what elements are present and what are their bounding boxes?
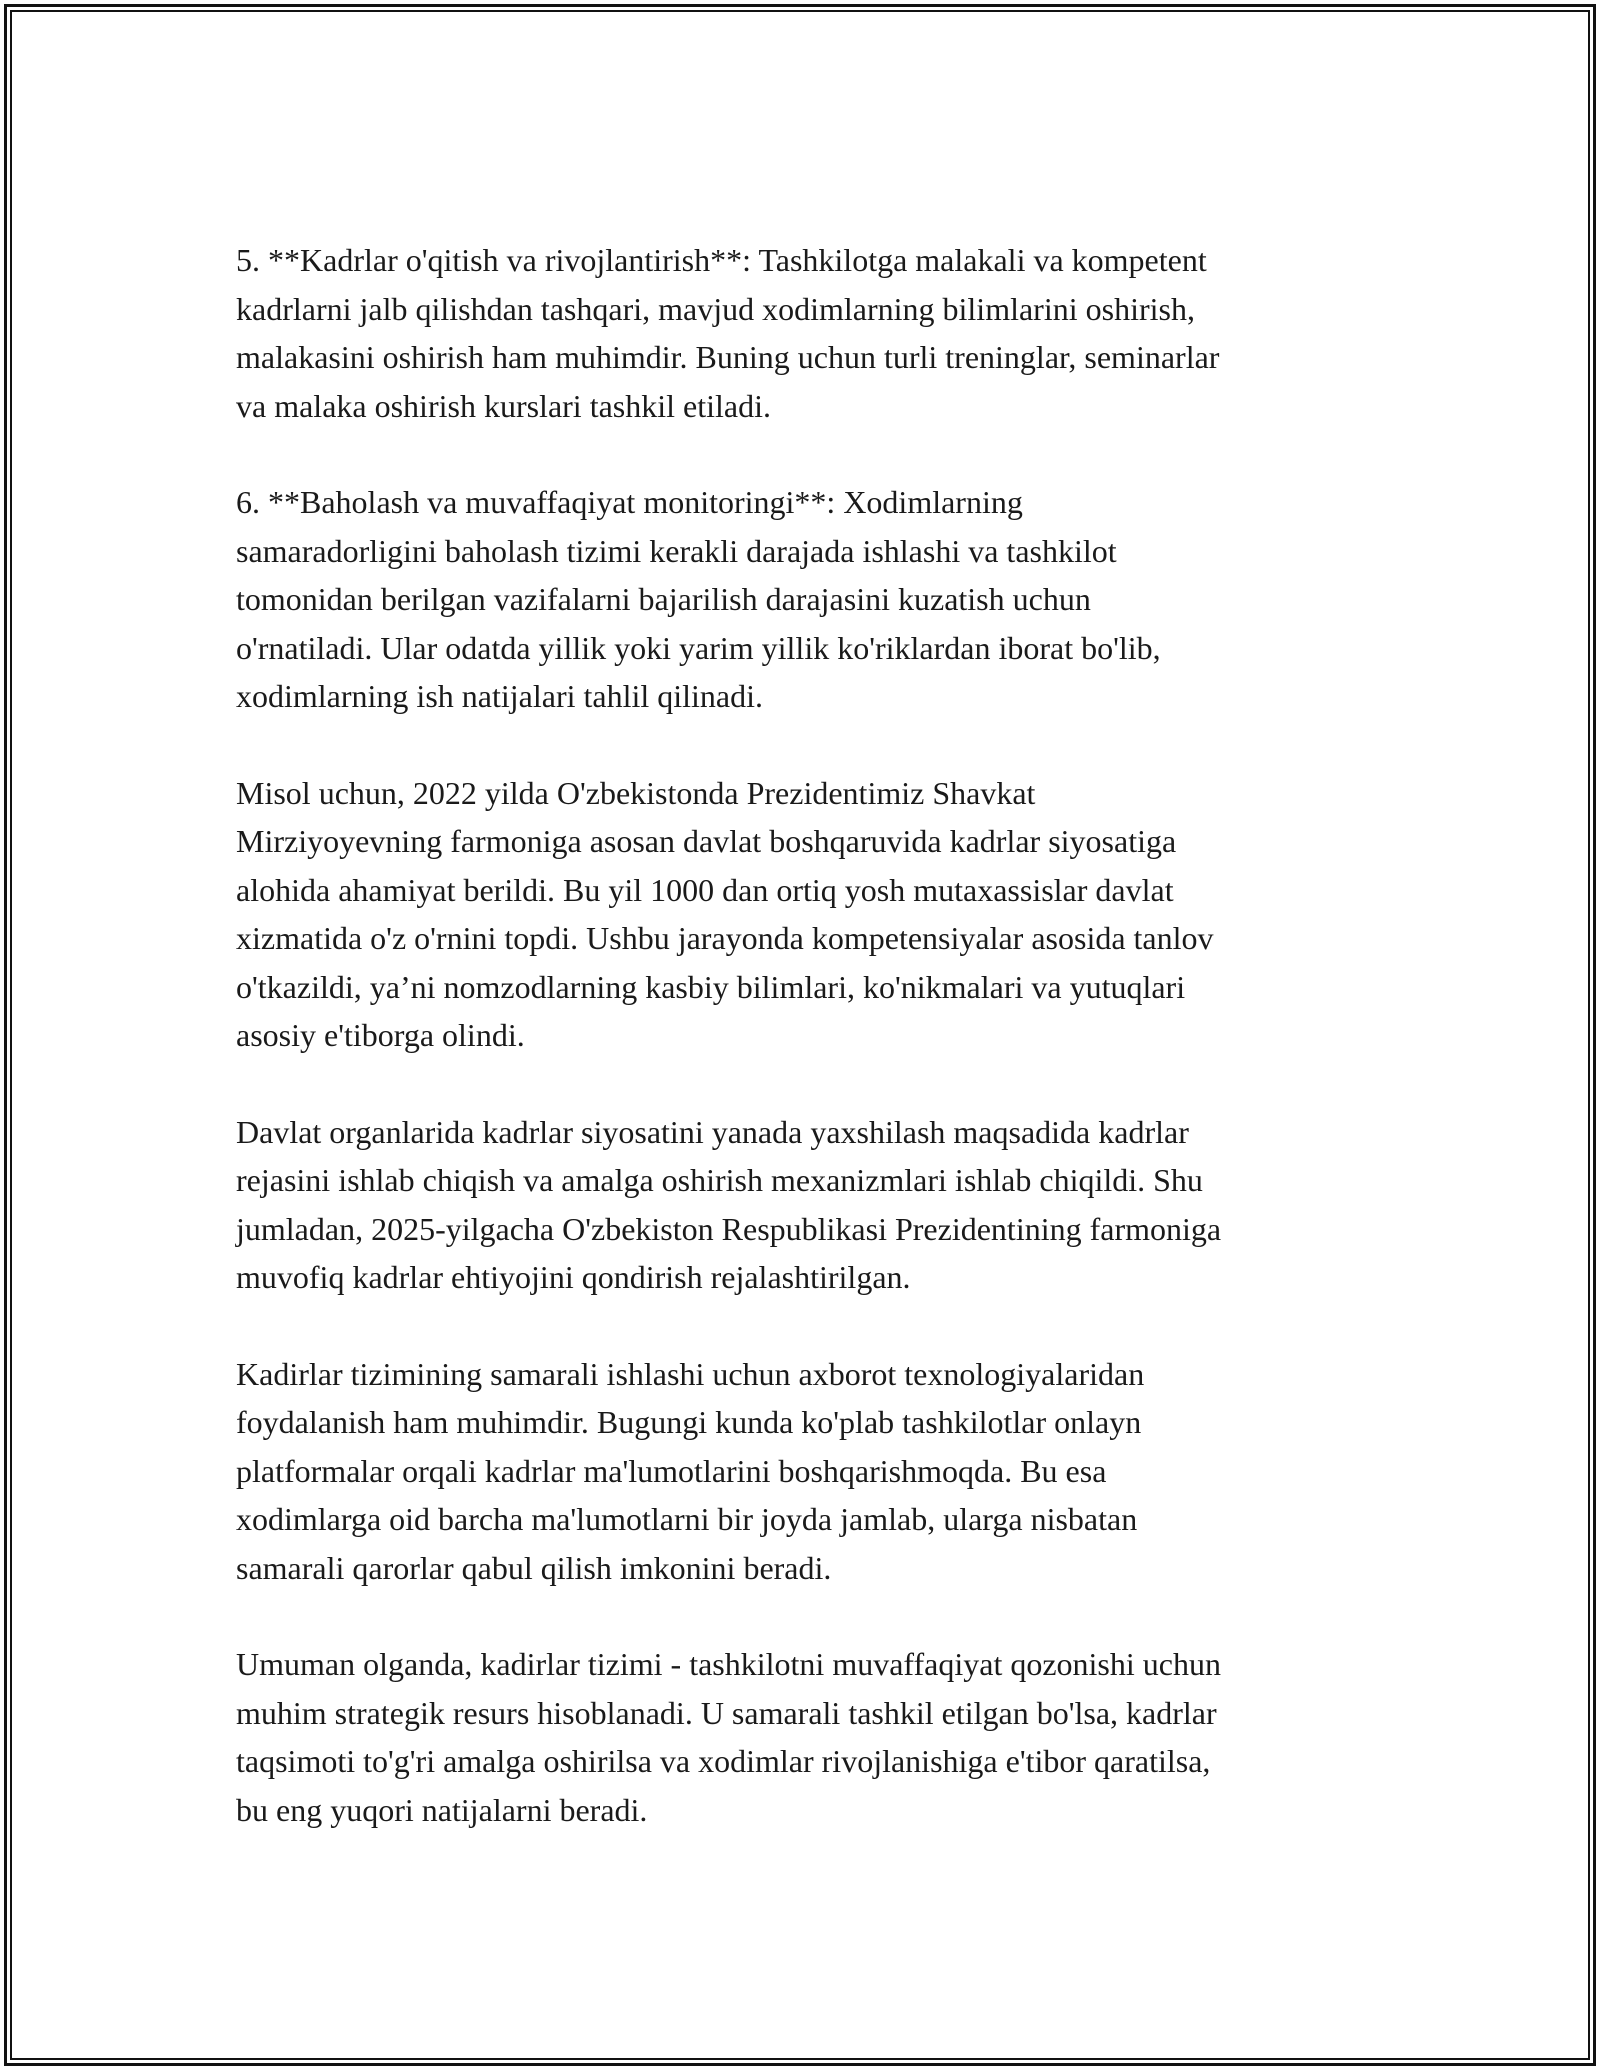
text-line: xizmatida o'z o'rnini topdi. Ushbu jarayonda kompetensiyalar asosida tanlov — [236, 920, 1214, 956]
text-line: asosiy e'tiborga olindi. — [236, 1017, 525, 1053]
text-line: Mirziyoyevning farmoniga asosan davlat boshqaruvida kadrlar siyosatiga — [236, 823, 1177, 859]
text-line: va malaka oshirish kurslari tashkil etiladi. — [236, 387, 771, 424]
text-line: 5. **Kadrlar o'qitish va rivojlantirish**: Tashkilotga malakali va kompetent — [236, 242, 1207, 278]
text-line: bu eng yuqori natijalarni beradi. — [236, 1791, 648, 1828]
text-line: Davlat organlarida kadrlar siyosatini yanada yaxshilash maqsadida kadrlar — [236, 1113, 1189, 1150]
text-line: Umuman olganda, kadirlar tizimi - tashkilotni muvaffaqiyat qozonishi uchun — [236, 1646, 1221, 1682]
paragraph-training — [236, 236, 1386, 430]
text-line: Misol uchun, 2022 yilda O'zbekistonda Prezidentimiz Shavkat — [236, 774, 1036, 811]
text-line: samarali qarorlar qabul qilish imkonini beradi. — [236, 1549, 832, 1586]
paragraph-it-systems — [236, 1350, 1386, 1593]
text-line: rejasini ishlab chiqish va amalga oshirish mexanizmlari ishlab chiqildi. Shu — [236, 1162, 1203, 1198]
text-line: jumladan, 2025-yilgacha O'zbekiston Respublikasi Prezidentining farmoniga — [236, 1210, 1222, 1247]
text-line: samaradorligini baholash tizimi kerakli darajada ishlashi va tashkilot — [236, 532, 1117, 569]
text-line: xodimlarning ish natijalari tahlil qilinadi. — [236, 678, 764, 714]
text-line: platformalar orqali kadrlar ma'lumotlarini boshqarishmoqda. Bu esa — [236, 1452, 1107, 1489]
paragraph-state-bodies — [236, 1108, 1386, 1302]
text-line: muvofiq kadrlar ehtiyojini qondirish rejalashtirilgan. — [236, 1259, 911, 1295]
text-line: o'tkazildi, ya’ni nomzodlarning kasbiy bilimlari, ko'nikmalari va yutuqlari — [236, 968, 1186, 1005]
paragraph-conclusion — [236, 1640, 1386, 1834]
text-line: kadrlarni jalb qilishdan tashqari, mavjud xodimlarning bilimlarini oshirish, — [236, 290, 1195, 327]
text-line: alohida ahamiyat berildi. Bu yil 1000 dan ortiq yosh mutaxassislar davlat — [236, 871, 1174, 908]
text-line: xodimlarga oid barcha ma'lumotlarni bir joyda jamlab, ularga nisbatan — [236, 1501, 1138, 1537]
text-line: muhim strategik resurs hisoblanadi. U samarali tashkil etilgan bo'lsa, kadrlar — [236, 1694, 1217, 1731]
text-line: 6. **Baholash va muvaffaqiyat monitoringi**: Xodimlarning — [236, 484, 1023, 520]
text-line: Kadirlar tizimining samarali ishlashi uchun axborot texnologiyalaridan — [236, 1355, 1145, 1392]
paragraph-example — [236, 769, 1386, 1060]
text-line: o'rnatiladi. Ular odatda yillik yoki yarim yillik ko'riklardan iborat bo'lib, — [236, 629, 1161, 666]
text-line: malakasini oshirish ham muhimdir. Buning uchun turli treninglar, seminarlar — [236, 339, 1220, 375]
text-line: tomonidan berilgan vazifalarni bajarilish darajasini kuzatish uchun — [236, 581, 1091, 617]
document-body — [236, 236, 1386, 1882]
paragraph-evaluation — [236, 478, 1386, 721]
text-line: taqsimoti to'g'ri amalga oshirilsa va xodimlar rivojlanishiga e'tibor qaratilsa, — [236, 1743, 1211, 1779]
text-line: foydalanish ham muhimdir. Bugungi kunda ko'plab tashkilotlar onlayn — [236, 1404, 1142, 1440]
